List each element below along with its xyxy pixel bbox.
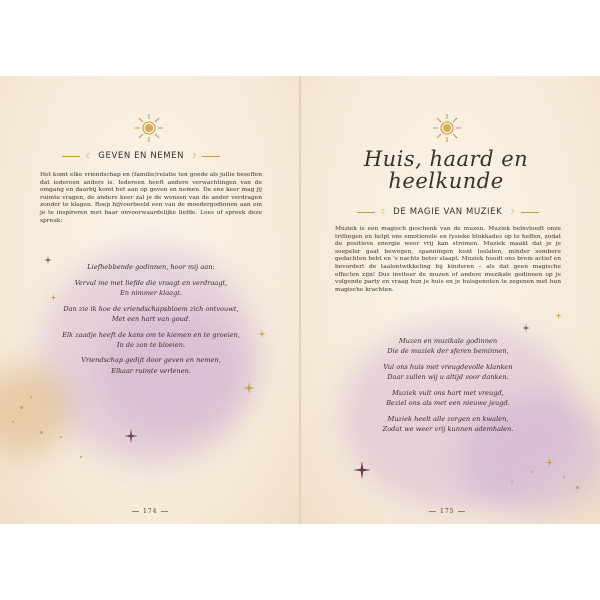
poem-line: Muziek vult ons hart met vreugd, xyxy=(392,388,504,397)
chapter-title xyxy=(341,148,551,192)
chapter-title-line-2: heelkunde xyxy=(388,169,504,193)
sparkle-star-icon xyxy=(555,312,562,319)
poem-line: Vervul me met liefde die vraagt en verdraagt, xyxy=(74,278,228,287)
poem-line: Met een hart van goud. xyxy=(111,314,191,323)
section-title: DE MAGIE VAN MUZIEK xyxy=(393,207,503,217)
gold-dust xyxy=(563,476,565,478)
intro-paragraph: Het komt elke vriendschap en (familie)relatie ten goede als jullie beseffen dat iedereen anders is. Iedereen heeft andere verwachtingen van de omgang en daarbij komt het aan op geven en nemen. De ene keer mag jij ruimte vragen, de andere keer zal je de wensen van de ander verdragen zonder te klagen. Roep hijvoorbeeld een van de moedergodinnen aan om je te inspireren met haar onvoorwaardelijke liefde. Lees of spreek deze spreuk: xyxy=(40,172,262,224)
crescent-moon-icon: ☽ xyxy=(190,152,197,160)
spell-poem xyxy=(40,262,262,381)
ornament-line xyxy=(357,212,375,213)
poem-line: Liefhebbende godinnen, hoor mij aan: xyxy=(87,263,215,271)
sparkle-star-icon xyxy=(243,382,255,394)
page-number-value: 175 xyxy=(440,508,455,515)
poem-line: Vriendschap gedijt door geven en nemen, xyxy=(81,356,221,365)
gold-dust xyxy=(60,436,62,438)
poem-line: Die de muziek der sferen beminnen, xyxy=(387,347,509,356)
poem-line: En nimmer klaagt. xyxy=(119,288,183,297)
left-page xyxy=(0,76,299,524)
gold-dust xyxy=(12,421,14,423)
poem-stanza xyxy=(335,388,561,408)
gold-dust xyxy=(40,431,43,434)
page-number-value: 174 xyxy=(143,508,158,515)
crescent-moon-icon: ☽ xyxy=(508,208,515,216)
poem-line: Dan zie ik hoe de vriendschapsbloem zich ontvouwt, xyxy=(63,304,239,313)
poem-stanza xyxy=(335,414,561,434)
poem-line: Beziel ons als met een nieuwe jeugd. xyxy=(386,399,510,408)
poem-line: Daar zullen wij u altijd voor danken. xyxy=(387,373,509,382)
sparkle-star-icon xyxy=(44,256,52,264)
crescent-moon-icon: ☾ xyxy=(86,152,93,160)
poem-stanza xyxy=(40,355,262,375)
gold-dust xyxy=(511,481,513,483)
gold-dust xyxy=(30,396,32,398)
section-heading xyxy=(357,207,539,217)
sparkle-star-icon xyxy=(545,458,554,467)
book-spread xyxy=(0,76,600,524)
poem-stanza xyxy=(40,304,262,324)
poem-line: Elkaar ruimte verlenen. xyxy=(111,366,191,375)
ornament-line xyxy=(62,156,80,157)
ornament-line xyxy=(429,511,436,512)
sparkle-star-icon xyxy=(522,324,530,332)
poem-stanza xyxy=(335,336,561,356)
ornament-line xyxy=(521,212,539,213)
gold-dust xyxy=(20,406,23,409)
page-number xyxy=(429,508,465,515)
poem-line: Vul ons huis met vreugdevolle klanken xyxy=(383,362,513,371)
right-page xyxy=(301,76,600,524)
sun-icon xyxy=(432,113,462,143)
poem-stanza xyxy=(40,262,262,272)
section-heading xyxy=(62,151,220,161)
poem-stanza xyxy=(40,330,262,350)
ornament-line xyxy=(161,511,168,512)
sun-icon xyxy=(134,113,164,143)
gold-dust xyxy=(531,471,533,473)
gold-dust xyxy=(80,456,82,458)
chapter-title-line-1: Huis, haard en xyxy=(363,147,529,171)
ornament-line xyxy=(202,156,220,157)
poem-stanza xyxy=(335,362,561,382)
gold-dust xyxy=(576,486,579,489)
crescent-moon-icon: ☾ xyxy=(381,208,388,216)
sparkle-star-icon xyxy=(353,461,371,479)
intro-paragraph: Muziek is een magisch geschenk van de muzen. Muziek beïnvloedt onze trillingen en helpt ons emotionele en fysieke blokkades op te heffen, zodat de positieve energie weer vrij kan stromen. Muziek maakt dat je je soepeler gaat bewegen, spanningen kunt loslaten, minder sombere gedachten hebt en 's nachts beter slaapt. Muziek houdt ons brein actief en bevordert de taalontwikkeling bij kinderen – als dat geen magische effecten zijn! Dus inviteer de muzen of andere muzikale godinnen op je volgende party en vraag hun je huis en je huisgenoten te zegenen met hun magische krachten. xyxy=(335,226,561,293)
sparkle-star-icon xyxy=(258,330,266,338)
sparkle-star-icon xyxy=(124,429,138,443)
poem-line: In de zon te bloeien. xyxy=(116,340,186,349)
poem-line: Elk zaadje heeft de kans om te kiemen en te groeien, xyxy=(62,330,240,339)
poem-line: Zodat we weer vrij kunnen ademhalen. xyxy=(382,424,514,433)
sparkle-star-icon xyxy=(50,294,57,301)
ornament-line xyxy=(458,511,465,512)
ornament-line xyxy=(132,511,139,512)
poem-line: Muzen en muzikale godinnen xyxy=(398,337,498,345)
poem-line: Muziek heelt alle zorgen en kwalen, xyxy=(387,414,509,423)
poem-stanza xyxy=(40,278,262,298)
page-number xyxy=(132,508,168,515)
section-title: GEVEN EN NEMEN xyxy=(98,151,185,161)
spell-poem xyxy=(335,336,561,440)
